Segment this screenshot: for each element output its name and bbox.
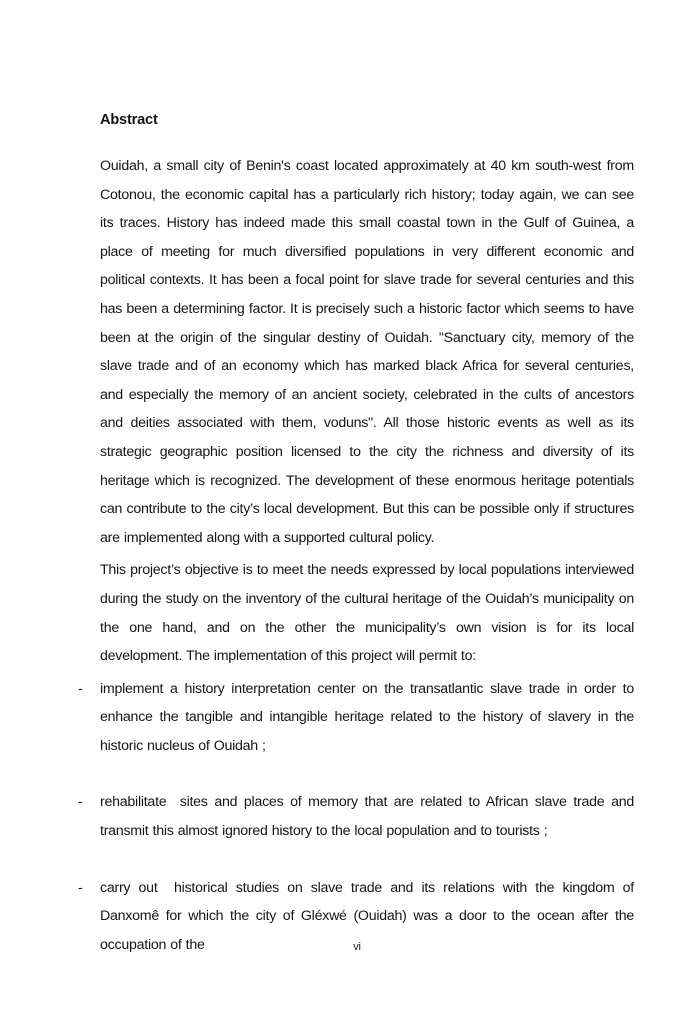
list-item <box>78 788 634 845</box>
dash-bullet-marker: - <box>78 794 83 811</box>
paragraph-project-objective: This project’s objective is to meet the needs expressed by local populations interviewed during the study on the inventory of the cultural heritage of the Ouidah’s municipality on the one hand, and on the other the municipality’s own vision is for its local development. The implementation of this project will permit to: <box>100 562 634 665</box>
page-number: vi <box>353 941 361 953</box>
abstract-section <box>78 112 634 959</box>
list-item-text: rehabilitate sites and places of memory that are related to African slave trade and transmit this almost ignored history to the local population and to tourists ; <box>100 794 634 840</box>
section-heading: Abstract <box>100 112 158 128</box>
list-item-text: carry out historical studies on slave trade and its relations with the kingdom of Danxomê for which the city of Gléxwé (Ouidah) was a door to the ocean after the occupation of the <box>100 879 634 953</box>
list-item-text: implement a history interpretation center on the transatlantic slave trade in order to enhance the tangible and intangible heritage related to the history of slavery in the historic nucleus of Ouidah ; <box>100 680 634 754</box>
dash-bullet-marker: - <box>78 680 83 697</box>
bullet-list <box>78 675 634 960</box>
paragraph-abstract-body: Ouidah, a small city of Benin's coast located approximately at 40 km south-west from Cotonou, the economic capital has a particularly rich history; today again, we can see its traces. History has indeed made this small coastal town in the Gulf of Guinea, a place of meeting for much diversified populations in very different economic and political contexts. It has been a focal point for slave trade for several centuries and this has been a determining factor. It is precisely such a historic factor which seems to have been at the origin of the singular destiny of Ouidah. "Sanctuary city, memory of the slave trade and of an economy which has marked black Africa for several centuries, and especially the memory of an ancient society, celebrated in the cults of ancestors and deities associated with them, voduns". All those historic events as well as its strategic geographic position licensed to the city the richness and diversity of its heritage which is recognized. The development of these enormous heritage potentials can contribute to the city’s local development. But this can be possible only if structures are implemented along with a supported cultural policy. <box>100 158 634 546</box>
dash-bullet-marker: - <box>78 879 83 896</box>
list-item <box>78 675 634 761</box>
